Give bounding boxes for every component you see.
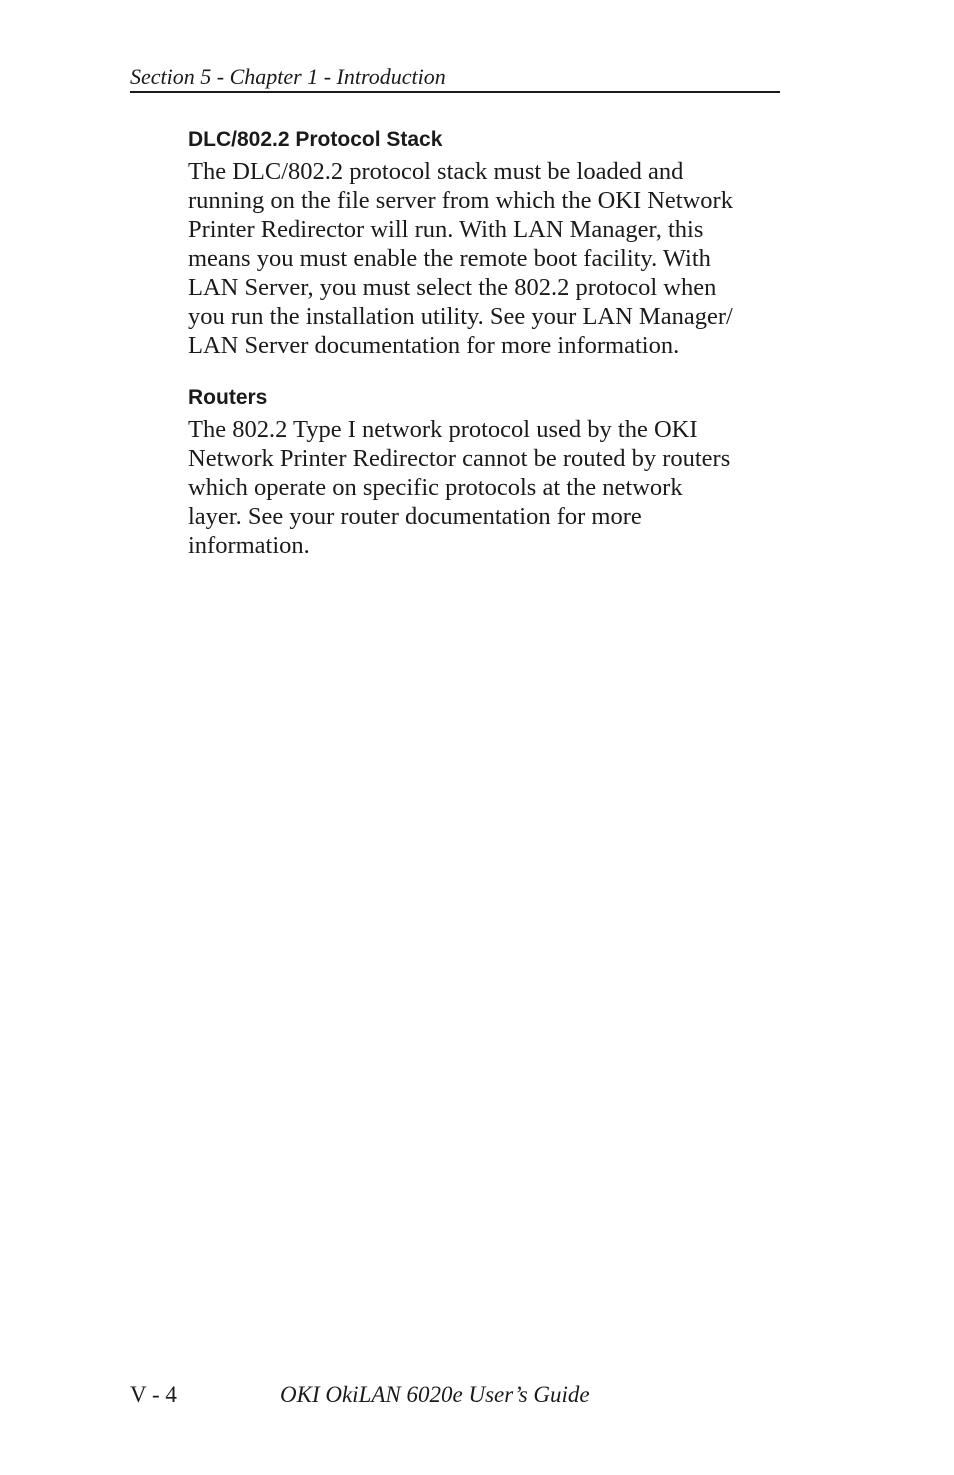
section-heading-dlc-802-2: DLC/802.2 Protocol Stack xyxy=(188,128,443,151)
body-line: layer. See your router documentation for more xyxy=(188,503,642,530)
running-header-title: Section 5 - Chapter 1 - Introduction xyxy=(130,64,446,89)
section-body-routers xyxy=(188,415,730,560)
body-line: which operate on specific protocols at the network xyxy=(188,474,683,501)
footer-guide-title: OKI OkiLAN 6020e User’s Guide xyxy=(280,1382,590,1407)
section-body-dlc-802-2 xyxy=(188,157,733,360)
body-line: you run the installation utility. See your LAN Manager/ xyxy=(188,303,733,330)
body-line: The 802.2 Type I network protocol used by the OKI xyxy=(188,416,698,443)
body-line: running on the file server from which the OKI Network xyxy=(188,187,733,214)
body-line: means you must enable the remote boot facility. With xyxy=(188,245,711,272)
section-heading-routers: Routers xyxy=(188,386,268,409)
body-line: Network Printer Redirector cannot be routed by routers xyxy=(188,445,731,472)
footer-page-number: V - 4 xyxy=(130,1382,177,1407)
running-header xyxy=(130,63,780,93)
body-line: LAN Server, you must select the 802.2 protocol when xyxy=(188,274,717,301)
body-line: information. xyxy=(188,532,310,559)
body-line: The DLC/802.2 protocol stack must be loaded and xyxy=(188,158,684,185)
body-line: Printer Redirector will run. With LAN Manager, this xyxy=(188,216,704,243)
body-line: LAN Server documentation for more information. xyxy=(188,332,680,359)
